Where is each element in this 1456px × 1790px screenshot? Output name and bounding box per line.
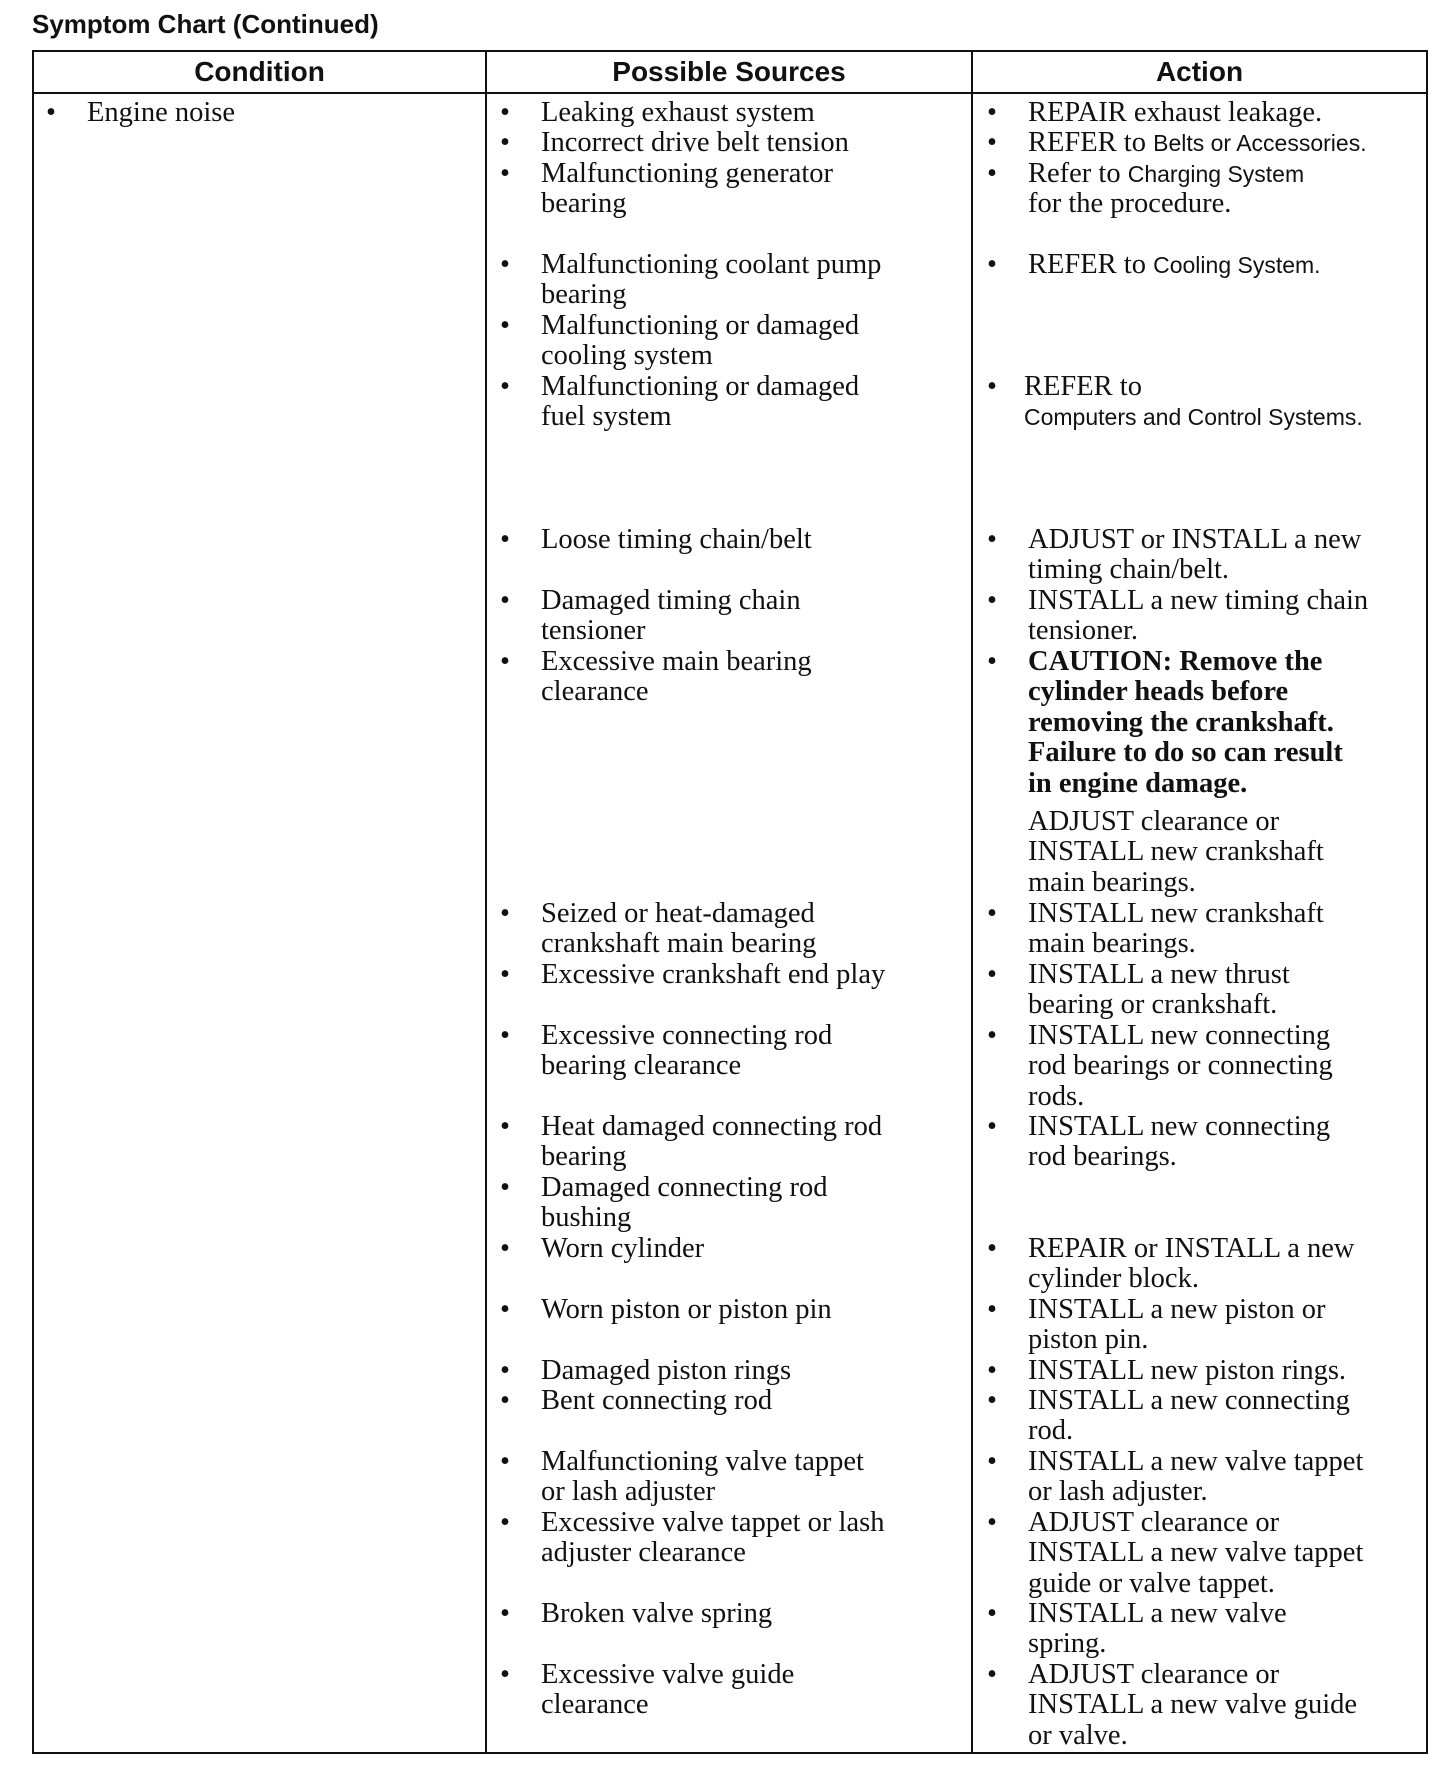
header-divider [32,92,1428,94]
bullet: • [500,1507,510,1538]
action-item: INSTALL a new connecting rod. [1028,1385,1350,1447]
column-divider [971,50,973,1754]
header-condition: Condition [194,56,325,87]
action-item: REFER to Belts or Accessories. [1028,127,1367,158]
source-item: Excessive main bearing clearance [541,646,812,708]
action-item: INSTALL new connecting rod bearings. [1028,1111,1331,1173]
action-item: INSTALL a new valve spring. [1028,1598,1287,1660]
bullet: • [987,898,997,929]
condition-engine-noise: Engine noise [87,97,236,128]
bullet: • [46,97,56,128]
bullet: • [500,1659,510,1690]
reference-link: Charging System [1127,161,1305,187]
bullet: • [500,1020,510,1051]
action-item: INSTALL a new timing chain tensioner. [1028,585,1369,647]
bullet: • [500,1294,510,1325]
bullet: • [987,1355,997,1386]
bullet: • [987,646,997,677]
source-item: Leaking exhaust system [541,97,815,128]
page-title: Symptom Chart (Continued) [32,9,379,39]
bullet: • [987,249,997,280]
action-item: INSTALL new crankshaft main bearings. [1028,898,1324,960]
source-item: Broken valve spring [541,1598,773,1629]
bullet: • [987,1233,997,1264]
source-item: Damaged timing chain tensioner [541,585,801,647]
bullet: • [987,1294,997,1325]
bullet: • [500,127,510,158]
bullet: • [987,371,997,402]
source-item: Loose timing chain/belt [541,524,812,555]
action-item: REFER to Computers and Control Systems. [1024,372,1363,433]
source-item: Damaged connecting rod bushing [541,1172,828,1234]
source-item: Bent connecting rod [541,1385,773,1416]
bullet: • [500,1385,510,1416]
action-item: Refer to Charging System for the procedure. [1028,158,1305,220]
source-item: Damaged piston rings [541,1355,792,1386]
bullet: • [500,158,510,189]
header-possible-sources: Possible Sources [612,56,846,87]
source-item: Malfunctioning valve tappet or lash adjuster [541,1446,864,1508]
action-item: INSTALL a new valve tappet or lash adjuster. [1028,1446,1364,1508]
bullet: • [500,585,510,616]
bullet: • [987,585,997,616]
action-item: ADJUST clearance or INSTALL a new valve tappet guide or valve tappet. [1028,1507,1364,1599]
source-item: Excessive connecting rod bearing clearance [541,1020,833,1082]
source-item: Malfunctioning or damaged cooling system [541,310,860,372]
source-item: Malfunctioning generator bearing [541,158,834,220]
bullet: • [987,1507,997,1538]
bullet: • [987,524,997,555]
action-item: ADJUST clearance or INSTALL new crankshaft main bearings. [1028,806,1324,898]
action-item: ADJUST clearance or INSTALL a new valve guide or valve. [1028,1659,1358,1751]
action-item: ADJUST or INSTALL a new timing chain/belt. [1028,524,1362,586]
action-item: INSTALL new piston rings. [1028,1355,1347,1386]
action-item: REPAIR exhaust leakage. [1028,97,1323,128]
action-item: INSTALL a new piston or piston pin. [1028,1294,1326,1356]
bullet: • [500,97,510,128]
bullet: • [500,646,510,677]
source-item: Worn piston or piston pin [541,1294,832,1325]
reference-link: Cooling System. [1153,252,1321,278]
source-item: Heat damaged connecting rod bearing [541,1111,883,1173]
bullet: • [500,1355,510,1386]
bullet: • [500,1598,510,1629]
bullet: • [500,371,510,402]
action-item: INSTALL a new thrust bearing or crankshaft. [1028,959,1290,1021]
source-item: Incorrect drive belt tension [541,127,849,158]
source-item: Excessive valve guide clearance [541,1659,795,1721]
bullet: • [987,959,997,990]
bullet: • [500,249,510,280]
action-item: REPAIR or INSTALL a new cylinder block. [1028,1233,1355,1295]
source-item: Excessive crankshaft end play [541,959,886,990]
bullet: • [500,898,510,929]
bullet: • [500,310,510,341]
source-item: Seized or heat-damaged crankshaft main bearing [541,898,817,960]
bullet: • [987,1020,997,1051]
column-divider [485,50,487,1754]
bullet: • [500,1172,510,1203]
bullet: • [987,1659,997,1690]
source-item: Malfunctioning or damaged fuel system [541,371,860,433]
source-item: Malfunctioning coolant pump bearing [541,249,882,311]
source-item: Worn cylinder [541,1233,705,1264]
reference-link: Belts or Accessories. [1153,130,1367,156]
source-item: Excessive valve tappet or lash adjuster clearance [541,1507,885,1569]
reference-link: Computers and Control Systems. [1024,404,1363,431]
bullet: • [987,1111,997,1142]
bullet: • [500,1233,510,1264]
bullet: • [500,1446,510,1477]
header-action: Action [1155,56,1244,87]
bullet: • [987,1446,997,1477]
caution-note: CAUTION: Remove the cylinder heads before removing the crankshaft. Failure to do so can result in engine damage. [1028,646,1343,799]
bullet: • [987,127,997,158]
bullet: • [500,959,510,990]
bullet: • [987,158,997,189]
bullet: • [987,97,997,128]
bullet: • [987,1385,997,1416]
bullet: • [500,1111,510,1142]
action-item: REFER to Cooling System. [1028,249,1321,280]
bullet: • [987,1598,997,1629]
bullet: • [500,524,510,555]
action-item: INSTALL new connecting rod bearings or connecting rods. [1028,1020,1333,1112]
